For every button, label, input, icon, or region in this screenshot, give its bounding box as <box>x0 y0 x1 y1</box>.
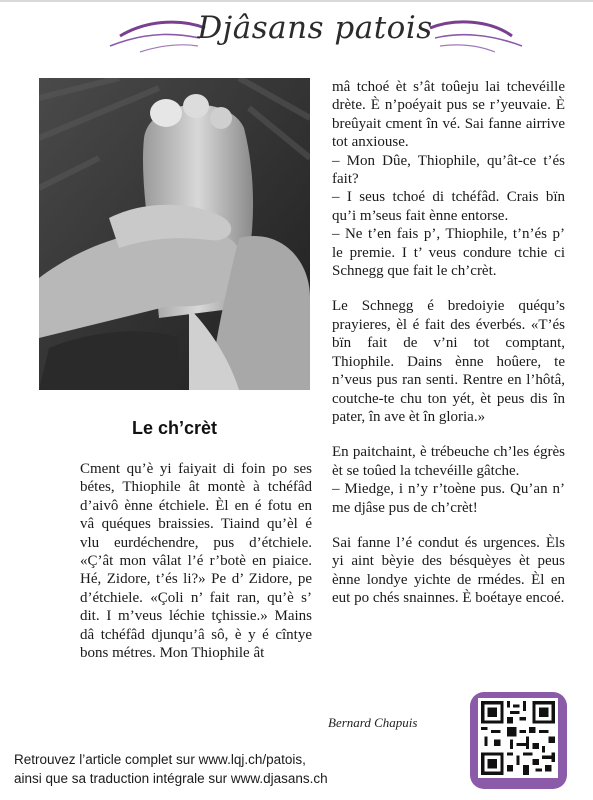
article-photo <box>39 78 310 390</box>
dialogue-line: – I seus tchoé di tchéfâd. Crais bïn qu’i m’seus fait ènne entorse. <box>332 189 565 224</box>
hand-on-foot-photo <box>39 78 310 390</box>
paragraph: Le Schnegg é bredoiyie quéqu’s prayieres, èl é fait des éverbés. «T’és bïn fait de v’ni tot comptant, Thiophile. Dains ènne hoûere, te n’veus pus ran senti. Rentre en l’hôtâ, coutche-te chu ton yét, èt peus dis în pater, în ave èt în gloria.» <box>332 298 565 425</box>
masthead-header <box>0 0 593 62</box>
dialogue-line: – Miedge, i n’y r’toène pus. Qu’an n’ me djâse pus de ch’crèt! <box>332 481 565 516</box>
qr-code-panel[interactable] <box>470 692 567 789</box>
paragraph: En paitchaint, è trébeuche ch’les égrès èt se toûed la tchevéille gâtche. <box>332 444 565 479</box>
footer-line-2: ainsi que sa traduction intégrale sur www.djasans.ch <box>14 771 328 786</box>
paragraph: mâ tchoé èt s’ât toûeju lai tchevéille drète. È n’poéyait pus se r’yeuvaie. È breûyait cment în vé. Sai fanne airrive tot anxiouse. <box>332 79 565 151</box>
article-title: Le ch’crèt <box>131 418 218 438</box>
footer-note <box>14 750 454 788</box>
article-column-right <box>332 78 565 608</box>
author-signature: Bernard Chapuis <box>328 715 418 730</box>
paragraph: Sai fanne l’é condut és urgences. Èls yi aint bèyie des bésquèyes èt peus ènne londye yichte de rmédes. Èl en eut po chés snainnes. È boétaye encoé. <box>332 534 565 607</box>
dialogue-line: – Ne t’en fais p’, Thiophile, t’n’és p’ le premie. I t’ veus condure tchie ci Schnegg que fait le ch’crèt. <box>332 226 565 280</box>
dialogue-line: – Mon Dûe, Thiophile, qu’ât-ce t’és fait? <box>332 152 565 188</box>
qr-code-icon[interactable] <box>478 698 558 778</box>
masthead-title: Djâsans patois <box>197 10 433 46</box>
article-column-left <box>80 460 312 662</box>
footer-line-1: Retrouvez l’article complet sur www.lqj.ch/patois, <box>14 752 306 767</box>
paragraph: Cment qu’è yi faiyait di foin po ses bétes, Thiophile ât montè à tchéfâd d’aivô ènne étchiele. Èl en é fotu en vâ quéques braissies. Tiaind qu’èl é vlu eurdéchendre, pus d’étchiele. «Ç’ât mon vâlat l’é r’botè en piaice. Hé, Zidore, t’és li?» Pe d’ Zidore, pe d’étchiele. «Çoli n’ fait ran, qu’è s’ dit. I m’veus léchie tçhissie.» Mains dâ tchéfâd djunqu’â sô, è y é cîntye bons métres. Mon Thiophile ât <box>80 461 312 662</box>
